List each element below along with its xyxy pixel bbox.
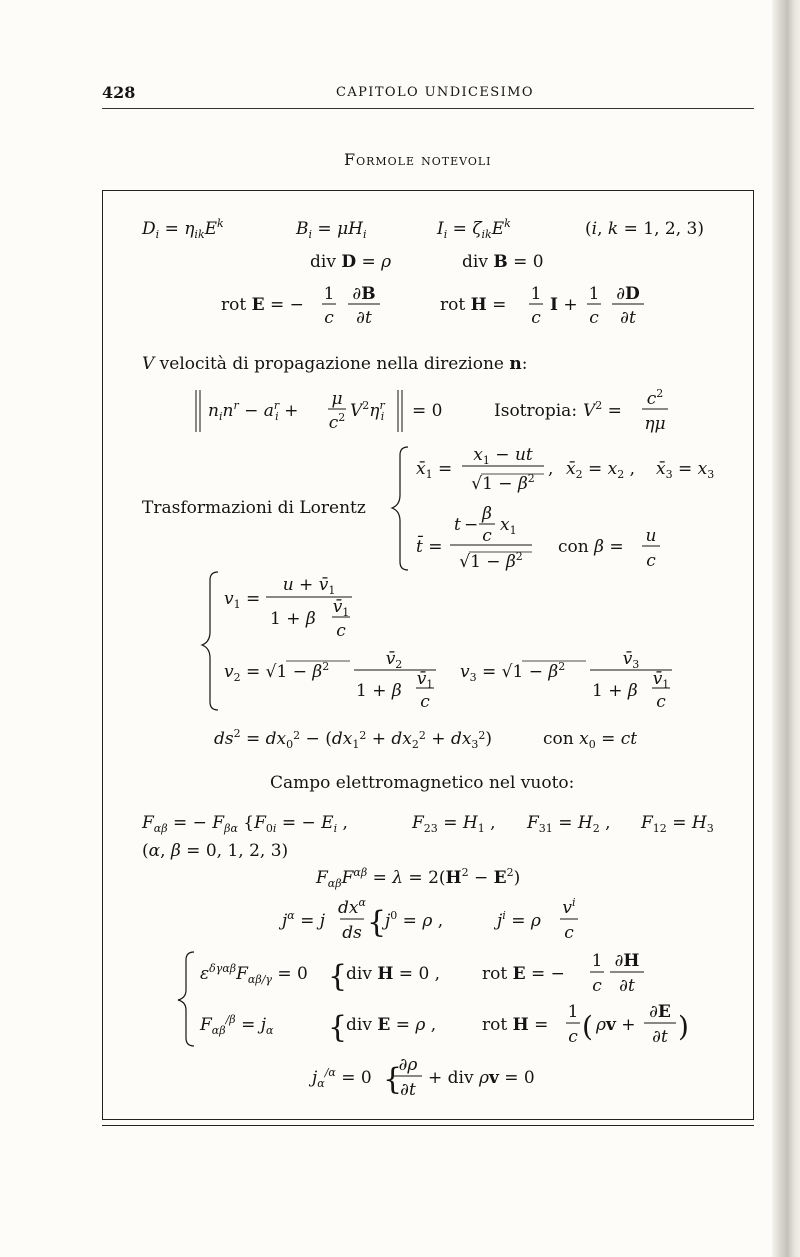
svg-text:Fαβ/β = jα: $F_{\alpha\beta}^{/\beta} = j_\alpha$ [200, 1013, 274, 1037]
svg-text:c: c [568, 1027, 578, 1047]
svg-text:Di = ηikEk: $D_i = \eta_{ik}E^k$ [142, 217, 224, 241]
svg-text:1: 1 [323, 284, 335, 304]
svg-text:ji = ρ: $j^i = \rho$ [497, 909, 541, 931]
svg-text:vi: $v^i$ [562, 896, 576, 918]
svg-text:con β =: con β = [558, 537, 624, 557]
svg-text:V2ηri: $V^2\eta^r$ i [350, 399, 385, 423]
svg-text:(α, β = 0, 1, 2, 3): (α, β = 0, 1, 2, 3) [142, 841, 289, 861]
svg-text:(: ( [582, 1010, 593, 1043]
continuity-equation [308, 1055, 535, 1100]
page-number: 428 [102, 83, 136, 102]
svg-text:F31 = H2 ,: $F_{31} = H_2$ , [527, 813, 611, 835]
svg-text:Fαβ = − Fβα {F0i = − Ei ,: $F_{\alpha\beta}$ = − $F_{\beta\alpha}$ {$F_0i$ = − $E_i$ , [142, 813, 348, 835]
svg-text:Ii = ζikEk: $I_i = \zeta_{ik}E^k$ [437, 217, 511, 241]
svg-text:jα/α = 0: $j_\alpha^{/\alpha} = 0$ [312, 1066, 372, 1090]
svg-text:∂B: ∂B [352, 284, 376, 304]
metric-equation [214, 727, 637, 751]
svg-text:1: 1 [591, 951, 603, 971]
svg-text:c: c [324, 308, 334, 328]
svg-text:v̄3: $v̄_3$ [622, 649, 640, 671]
svg-text:x̄2 = x2 ,: $x̄_2 = x_2$ , [566, 459, 636, 481]
vacuum-subtitle: Campo elettromagnetico nel vuoto: [270, 773, 575, 793]
svg-text:ds2 = dx02 − (dx12 + dx22 + dx: $ds^2 = dx_0^2 - (dx_1^2 + dx_2^2 + dx_3^2)$ [214, 727, 493, 751]
svg-text:con x0 = ct: con $x_0$ = ct [543, 729, 638, 751]
svg-text:v̄1: $v̄_1$ [332, 597, 350, 619]
svg-text:β: β [482, 504, 492, 524]
svg-text:∂t: ∂t [619, 976, 635, 996]
svg-text:t: t [454, 515, 461, 535]
svg-text:div E = ρ ,: div E = ρ , [346, 1015, 437, 1035]
svg-text:ds: ds [342, 923, 362, 943]
svg-text:{: { [383, 1062, 403, 1097]
svg-text:v̄1: $v̄_1$ [652, 669, 670, 691]
four-current [278, 896, 578, 943]
svg-text:1: 1 [567, 1002, 579, 1022]
svg-text:∂t: ∂t [620, 308, 636, 328]
svg-text:1 + β: 1 + β [356, 681, 402, 701]
svg-text:rot H =: rot H = [440, 295, 507, 315]
svg-text:x̄3 = x3: $x̄_3 = x_3$ [656, 459, 715, 481]
svg-text:∂E: ∂E [649, 1002, 671, 1022]
svg-text:t̄ =: t̄ = [416, 537, 443, 557]
svg-text:ρv +: ρv + [596, 1015, 636, 1035]
svg-text:div B = 0: div B = 0 [462, 252, 544, 272]
svg-text:F12 = H3: $F_{12} = H_3$ [641, 813, 714, 835]
constitutive-relations [141, 217, 704, 241]
svg-text:c: c [420, 692, 430, 712]
svg-text:1 + β: 1 + β [270, 609, 316, 629]
svg-text:∂t: ∂t [356, 308, 372, 328]
svg-text:{: { [328, 959, 348, 994]
svg-text:c2: $c^2$ [328, 411, 346, 433]
svg-text:μ: μ [331, 389, 343, 409]
svg-text:,: , [548, 459, 554, 479]
svg-text:x1 − ut: $x_1$ − ut [473, 445, 533, 467]
svg-text:∂H: ∂H [614, 951, 640, 971]
svg-text:∂ρ: ∂ρ [398, 1055, 418, 1075]
propagation-sentence: V velocità di propagazione nella direzione n: [142, 354, 528, 374]
divergence-equations [310, 252, 544, 272]
running-head: CAPITOLO UNDICESIMO [336, 85, 534, 100]
svg-text:): ) [678, 1010, 689, 1043]
velocity-addition [202, 572, 672, 712]
svg-text:V2 =: $V^2$ = [583, 399, 622, 421]
svg-text:{: { [328, 1010, 348, 1045]
svg-text:x1: $x_1$ [500, 515, 517, 537]
svg-text:v1 =: $v_1$ = [224, 589, 261, 611]
svg-text:v̄1: $v̄_1$ [416, 669, 434, 691]
field-invariant: $F_{\alpha\beta}F^{\alpha\beta} = \lambda = 2(H^2 - E^2)$ [316, 866, 521, 890]
svg-text:c2: $c^2$ [646, 387, 664, 409]
svg-text:rot H =: rot H = [482, 1015, 549, 1035]
svg-text:∂t: ∂t [400, 1080, 416, 1100]
lorentz-transformations [142, 445, 714, 572]
svg-text:I +: I + [550, 295, 578, 315]
svg-text:−: − [464, 515, 479, 535]
svg-text:rot E = −: rot E = − [482, 964, 565, 984]
svg-text:c: c [646, 551, 656, 571]
svg-text:c: c [482, 526, 492, 546]
section-title-text: Formole notevoli [344, 150, 492, 169]
svg-text:{: { [367, 905, 387, 940]
svg-text:c: c [589, 308, 599, 328]
svg-text:c: c [592, 976, 602, 996]
svg-text:v2 = √1 − β2: $v_2 = √1 - \beta^2$ [224, 660, 330, 684]
svg-text:Bi = μHi: $B_i = \mu H_i$ [296, 219, 367, 241]
svg-text:+ div ρv = 0: + div ρv = 0 [428, 1068, 535, 1088]
svg-text:c: c [656, 692, 666, 712]
svg-text:x̄1 =: $x̄_1$ = [416, 459, 453, 481]
svg-text:v3 = √1 − β2: $v_3 = √1 - \beta^2$ [460, 660, 566, 684]
svg-text:dxα: $dx^\alpha$ [338, 896, 366, 918]
svg-text:ημ: ημ [644, 414, 666, 434]
svg-text:j0 = ρ ,: $j^0 = \rho$ , [385, 909, 444, 931]
svg-text:div H = 0 ,: div H = 0 , [346, 964, 441, 984]
svg-text:∂D: ∂D [616, 284, 640, 304]
svg-text:εδγαβFαβ/γ = 0: $\varepsilon^{\delta\gamma\alpha\beta}F_{\alpha\beta/\gamma} = 0$ [200, 962, 308, 986]
svg-text:c: c [336, 621, 346, 641]
svg-text:u + v̄1: $u + v̄_1$ [282, 575, 336, 597]
svg-text:c: c [564, 923, 574, 943]
svg-text:√1 − β2: $√1 - \beta^2$ [471, 472, 535, 494]
svg-text:1 + β: 1 + β [592, 681, 638, 701]
svg-text:1: 1 [530, 284, 542, 304]
field-tensor [141, 813, 714, 861]
svg-text:F23 = H1 ,: $F_{23} = H_1$ , [412, 813, 496, 835]
svg-text:c: c [531, 308, 541, 328]
svg-text:jα = j: $j^\alpha = j$ [282, 909, 326, 931]
svg-text:= 0: = 0 [412, 401, 443, 421]
svg-text:rot E = −: rot E = − [221, 295, 304, 315]
svg-text:∂t: ∂t [652, 1027, 668, 1047]
rotor-equations [221, 284, 644, 328]
svg-text:Trasformazioni di Lorentz: Trasformazioni di Lorentz [142, 498, 366, 518]
fresnel-equation [196, 387, 668, 434]
svg-text:1: 1 [588, 284, 600, 304]
svg-text:ninr − ari +: $n_in^r - a^r$ i + [208, 399, 299, 423]
svg-text:div D = ρ: div D = ρ [310, 252, 392, 272]
svg-text:(i, k = 1, 2, 3): (i, k = 1, 2, 3) [585, 219, 704, 239]
svg-text:v̄2: $v̄_2$ [385, 649, 403, 671]
svg-text:u: u [645, 526, 657, 546]
svg-text:Isotropia:: Isotropia: [494, 401, 578, 421]
svg-text:√1 − β2: $√1 - \beta^2$ [459, 550, 523, 572]
maxwell-equations [178, 951, 689, 1047]
